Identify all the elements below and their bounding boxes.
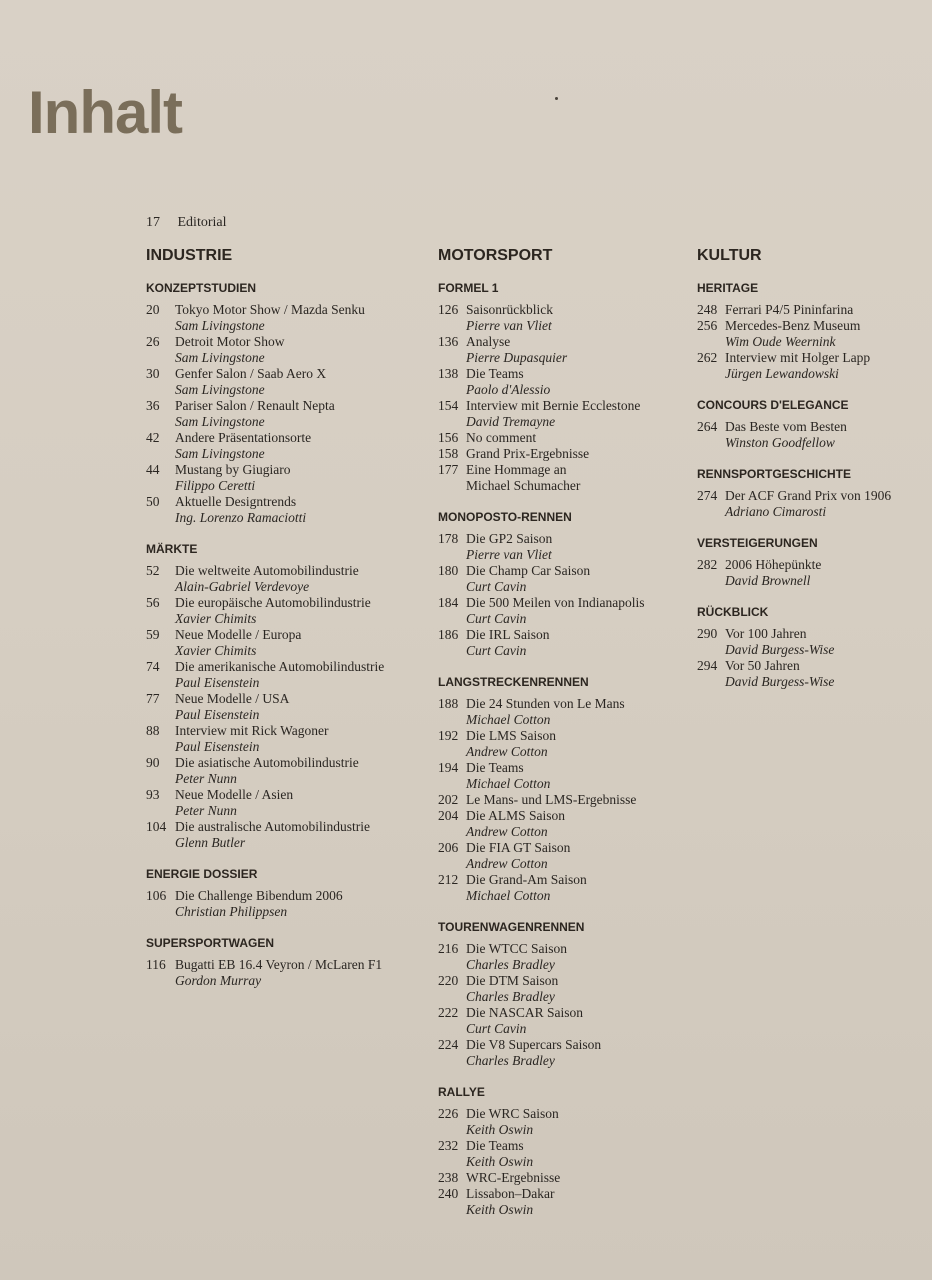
- entry-author: David Burgess-Wise: [725, 674, 835, 689]
- toc-entry[interactable]: [697, 302, 927, 318]
- entry-title: Die 24 Stunden von Le Mans: [466, 696, 625, 711]
- entry-page-number: 50: [146, 494, 160, 509]
- entry-title: Ferrari P4/5 Pininfarina: [725, 302, 854, 317]
- entry-page-number: 282: [697, 557, 718, 572]
- section-heading: RÜCKBLICK: [697, 605, 769, 619]
- section-heading: KONZEPTSTUDIEN: [146, 281, 257, 295]
- entry-author: Michael Cotton: [466, 776, 551, 791]
- entry-title: Neue Modelle / Asien: [175, 787, 294, 802]
- section-heading: VERSTEIGERUNGEN: [697, 536, 818, 550]
- entry-author: Michael Cotton: [466, 712, 551, 727]
- toc-entry[interactable]: [146, 366, 416, 398]
- section-heading: CONCOURS D'ELEGANCE: [697, 398, 849, 412]
- entry-title: WRC-Ergebnisse: [466, 1170, 561, 1185]
- entry-author: Andrew Cotton: [466, 824, 548, 839]
- toc-entry[interactable]: [697, 557, 927, 589]
- entry-page-number: 77: [146, 691, 160, 706]
- entry-author: Filippo Ceretti: [175, 478, 256, 493]
- entry-page-number: 206: [438, 840, 459, 855]
- entry-page-number: 264: [697, 419, 718, 434]
- entry-title: Interview mit Rick Wagoner: [175, 723, 329, 738]
- toc-entry[interactable]: [146, 302, 416, 334]
- entry-page-number: 184: [438, 595, 459, 610]
- entry-title: Die V8 Supercars Saison: [466, 1037, 602, 1052]
- section-heading: RALLYE: [438, 1085, 485, 1099]
- entry-page-number: 204: [438, 808, 459, 823]
- toc-entry[interactable]: [146, 888, 416, 920]
- editorial-entry: [146, 215, 227, 231]
- entry-author: Xavier Chimits: [175, 643, 257, 658]
- entry-author: Charles Bradley: [466, 957, 555, 972]
- entry-page-number: 178: [438, 531, 459, 546]
- toc-entry[interactable]: [438, 595, 688, 627]
- entry-author: Keith Oswin: [466, 1202, 534, 1217]
- entry-page-number: 106: [146, 888, 167, 903]
- entry-page-number: 226: [438, 1106, 459, 1121]
- entry-author: Michael Cotton: [466, 888, 551, 903]
- entry-title: Die WRC Saison: [466, 1106, 559, 1121]
- toc-entry[interactable]: [438, 1138, 688, 1170]
- entry-page-number: 238: [438, 1170, 459, 1185]
- entry-page-number: 180: [438, 563, 459, 578]
- toc-entry[interactable]: [438, 366, 688, 398]
- toc-entry[interactable]: [438, 1037, 688, 1069]
- entry-author: Curt Cavin: [466, 1021, 527, 1036]
- toc-entry[interactable]: [146, 563, 416, 595]
- toc-entry[interactable]: [438, 973, 688, 1005]
- entry-page-number: 202: [438, 792, 459, 807]
- entry-page-number: 256: [697, 318, 718, 333]
- entry-title: Detroit Motor Show: [175, 334, 285, 349]
- entry-author: Christian Philippsen: [175, 904, 288, 919]
- column-kultur: [697, 244, 927, 705]
- entry-author: Pierre van Vliet: [466, 547, 552, 562]
- section-entries: [697, 302, 927, 382]
- entry-author: David Tremayne: [466, 414, 556, 429]
- entry-author: Pierre Dupasquier: [466, 350, 568, 365]
- entry-author: Glenn Butler: [175, 835, 246, 850]
- entry-title: Vor 50 Jahren: [725, 658, 800, 673]
- toc-entry[interactable]: [146, 595, 416, 627]
- toc-entry[interactable]: [438, 334, 688, 366]
- section-entries: [438, 302, 688, 494]
- section-entries: [697, 488, 927, 520]
- entry-author: Adriano Cimarosti: [725, 504, 827, 519]
- entry-page-number: 192: [438, 728, 459, 743]
- entry-page-number: 42: [146, 430, 160, 445]
- toc-entry[interactable]: [146, 462, 416, 494]
- toc-entry[interactable]: [438, 808, 688, 840]
- section-entries: [438, 531, 688, 659]
- entry-page-number: 90: [146, 755, 160, 770]
- entry-page-number: 188: [438, 696, 459, 711]
- entry-title: Die amerikanische Automobilindustrie: [175, 659, 385, 674]
- toc-entry[interactable]: [146, 723, 416, 755]
- entry-page-number: 88: [146, 723, 160, 738]
- entry-title: Die 500 Meilen von Indianapolis: [466, 595, 645, 610]
- entry-page-number: 274: [697, 488, 718, 503]
- toc-entry[interactable]: [438, 1186, 688, 1218]
- entry-page-number: 59: [146, 627, 160, 642]
- entry-title: Die Teams: [466, 366, 524, 381]
- entry-page-number: 224: [438, 1037, 459, 1052]
- toc-entry[interactable]: [438, 302, 688, 334]
- entry-title: Mustang by Giugiaro: [175, 462, 291, 477]
- toc-entry[interactable]: [438, 462, 688, 494]
- entry-page-number: 104: [146, 819, 167, 834]
- entry-author: Pierre van Vliet: [466, 318, 552, 333]
- entry-author: Keith Oswin: [466, 1122, 534, 1137]
- entry-author: Xavier Chimits: [175, 611, 257, 626]
- toc-entry[interactable]: [146, 398, 416, 430]
- entry-author: Curt Cavin: [466, 643, 527, 658]
- entry-author: Charles Bradley: [466, 1053, 555, 1068]
- entry-page-number: 220: [438, 973, 459, 988]
- toc-entry[interactable]: [438, 627, 688, 659]
- entry-page-number: 126: [438, 302, 459, 317]
- entry-page-number: 177: [438, 462, 459, 477]
- entry-page-number: 93: [146, 787, 160, 802]
- section-heading: HERITAGE: [697, 281, 759, 295]
- entry-author: Paul Eisenstein: [175, 739, 260, 754]
- toc-entry[interactable]: [146, 755, 416, 787]
- entry-title: Das Beste vom Besten: [725, 419, 847, 434]
- entry-title: Die DTM Saison: [466, 973, 559, 988]
- toc-entry[interactable]: [697, 350, 927, 382]
- entry-author: Alain-Gabriel Verdevoye: [175, 579, 310, 594]
- entry-title: Die Teams: [466, 760, 524, 775]
- entry-title: Neue Modelle / Europa: [175, 627, 302, 642]
- entry-author: David Burgess-Wise: [725, 642, 835, 657]
- toc-entry[interactable]: [146, 627, 416, 659]
- toc-entry[interactable]: [438, 430, 688, 446]
- entry-title: Die LMS Saison: [466, 728, 557, 743]
- toc-entry[interactable]: [438, 1170, 688, 1186]
- entry-page-number: 30: [146, 366, 160, 381]
- entry-author: Andrew Cotton: [466, 856, 548, 871]
- entry-title: No comment: [466, 430, 537, 445]
- entry-title: Aktuelle Designtrends: [175, 494, 297, 509]
- entry-page-number: 17: [146, 215, 160, 230]
- entry-title: Neue Modelle / USA: [175, 691, 290, 706]
- toc-entry[interactable]: [438, 563, 688, 595]
- entry-title: Die WTCC Saison: [466, 941, 567, 956]
- entry-page-number: 212: [438, 872, 459, 887]
- toc-entry[interactable]: [146, 430, 416, 462]
- section-entries: [146, 888, 416, 920]
- entry-author: Winston Goodfellow: [725, 435, 835, 450]
- entry-page-number: 232: [438, 1138, 459, 1153]
- entry-title: Bugatti EB 16.4 Veyron / McLaren F1: [175, 957, 383, 972]
- column-heading: KULTUR: [697, 247, 762, 264]
- toc-entry[interactable]: [438, 398, 688, 430]
- entry-title: Vor 100 Jahren: [725, 626, 807, 641]
- toc-entry[interactable]: [697, 658, 927, 690]
- entry-author: Sam Livingstone: [175, 318, 265, 333]
- column-industrie: [146, 244, 416, 1004]
- entry-title: Eine Hommage an: [466, 462, 567, 477]
- entry-author: Gordon Murray: [175, 973, 262, 988]
- entry-author: Sam Livingstone: [175, 414, 265, 429]
- section-heading: MONOPOSTO-RENNEN: [438, 510, 572, 524]
- toc-entry[interactable]: [438, 872, 688, 904]
- section-heading: TOURENWAGENRENNEN: [438, 920, 585, 934]
- toc-entry[interactable]: [146, 494, 416, 526]
- entry-author: Paolo d'Alessio: [466, 382, 551, 397]
- entry-page-number: 138: [438, 366, 459, 381]
- entry-author: Charles Bradley: [466, 989, 555, 1004]
- entry-author: Sam Livingstone: [175, 350, 265, 365]
- entry-author: Curt Cavin: [466, 579, 527, 594]
- entry-title: Die asiatische Automobilindustrie: [175, 755, 359, 770]
- entry-title: Analyse: [466, 334, 511, 349]
- entry-page-number: 240: [438, 1186, 459, 1201]
- entry-page-number: 116: [146, 957, 166, 972]
- entry-page-number: 186: [438, 627, 459, 642]
- entry-title: Die ALMS Saison: [466, 808, 566, 823]
- entry-page-number: 136: [438, 334, 459, 349]
- section-entries: [697, 419, 927, 451]
- entry-author: Peter Nunn: [175, 771, 237, 786]
- toc-entry[interactable]: [146, 787, 416, 819]
- entry-page-number: 20: [146, 302, 160, 317]
- toc-entry[interactable]: [697, 419, 927, 451]
- entry-title: Die Teams: [466, 1138, 524, 1153]
- entry-author: Curt Cavin: [466, 611, 527, 626]
- toc-entry[interactable]: [438, 1005, 688, 1037]
- section-entries: [438, 696, 688, 904]
- entry-title: Tokyo Motor Show / Mazda Senku: [175, 302, 365, 317]
- speck-mark: [555, 97, 558, 100]
- entry-page-number: 262: [697, 350, 718, 365]
- entry-page-number: 248: [697, 302, 718, 317]
- toc-entry[interactable]: [438, 840, 688, 872]
- toc-entry[interactable]: [438, 531, 688, 563]
- entry-title: Die IRL Saison: [466, 627, 550, 642]
- entry-title: Le Mans- und LMS-Ergebnisse: [466, 792, 637, 807]
- entry-page-number: 74: [146, 659, 160, 674]
- section-entries: [697, 557, 927, 589]
- toc-entry[interactable]: [438, 446, 688, 462]
- entry-author: Andrew Cotton: [466, 744, 548, 759]
- entry-title: Die Challenge Bibendum 2006: [175, 888, 343, 903]
- toc-entry[interactable]: [438, 941, 688, 973]
- entry-author: Keith Oswin: [466, 1154, 534, 1169]
- toc-entry[interactable]: [438, 728, 688, 760]
- entry-page-number: 26: [146, 334, 160, 349]
- entry-page-number: 52: [146, 563, 160, 578]
- entry-title-continued: Michael Schumacher: [466, 478, 581, 493]
- toc-entry[interactable]: [438, 760, 688, 792]
- entry-title: Mercedes-Benz Museum: [725, 318, 861, 333]
- entry-page-number: 222: [438, 1005, 459, 1020]
- column-motorsport: [438, 244, 688, 1233]
- entry-page-number: 158: [438, 446, 459, 461]
- entry-page-number: 156: [438, 430, 459, 445]
- entry-page-number: 154: [438, 398, 459, 413]
- section-heading: RENNSPORTGESCHICHTE: [697, 467, 852, 481]
- entry-title: Die GP2 Saison: [466, 531, 553, 546]
- entry-title: Die NASCAR Saison: [466, 1005, 584, 1020]
- section-entries: [438, 1106, 688, 1218]
- section-heading: SUPERSPORTWAGEN: [146, 936, 275, 950]
- entry-author: Peter Nunn: [175, 803, 237, 818]
- entry-page-number: 56: [146, 595, 160, 610]
- column-heading: INDUSTRIE: [146, 247, 233, 264]
- entry-title: Genfer Salon / Saab Aero X: [175, 366, 327, 381]
- column-heading: MOTORSPORT: [438, 247, 553, 264]
- entry-page-number: 36: [146, 398, 160, 413]
- section-entries: [146, 563, 416, 851]
- section-heading: FORMEL 1: [438, 281, 499, 295]
- entry-title: Die europäische Automobilindustrie: [175, 595, 371, 610]
- toc-entry[interactable]: [697, 318, 927, 350]
- entry-page-number: 216: [438, 941, 459, 956]
- toc-entry[interactable]: [697, 626, 927, 658]
- entry-title: Die FIA GT Saison: [466, 840, 571, 855]
- entry-author: Sam Livingstone: [175, 382, 265, 397]
- entry-author: Wim Oude Weernink: [725, 334, 836, 349]
- toc-entry[interactable]: [146, 334, 416, 366]
- section-heading: LANGSTRECKENRENNEN: [438, 675, 589, 689]
- entry-title: Die Grand-Am Saison: [466, 872, 587, 887]
- entry-page-number: 44: [146, 462, 160, 477]
- toc-entry[interactable]: [438, 792, 688, 808]
- entry-title: 2006 Höhepünkte: [725, 557, 822, 572]
- entry-page-number: 194: [438, 760, 459, 775]
- entry-title: Editorial: [177, 215, 227, 230]
- toc-entry[interactable]: [146, 659, 416, 691]
- entry-title: Die australische Automobilindustrie: [175, 819, 370, 834]
- entry-title: Grand Prix-Ergebnisse: [466, 446, 590, 461]
- entry-title: Interview mit Holger Lapp: [725, 350, 871, 365]
- toc-entry[interactable]: [146, 957, 416, 989]
- entry-author: David Brownell: [725, 573, 811, 588]
- section-heading: MÄRKTE: [146, 542, 198, 556]
- entry-page-number: 294: [697, 658, 718, 673]
- entry-author: Ing. Lorenzo Ramaciotti: [175, 510, 307, 525]
- entry-title: Saisonrückblick: [466, 302, 553, 317]
- section-heading: ENERGIE DOSSIER: [146, 867, 258, 881]
- page-title: Inhalt: [28, 79, 182, 146]
- entry-title: Die weltweite Automobilindustrie: [175, 563, 359, 578]
- entry-title: Lissabon–Dakar: [466, 1186, 555, 1201]
- section-entries: [438, 941, 688, 1069]
- entry-title: Die Champ Car Saison: [466, 563, 591, 578]
- entry-title: Der ACF Grand Prix von 1906: [725, 488, 892, 503]
- toc-entry[interactable]: [146, 819, 416, 851]
- entry-title: Andere Präsentationsorte: [175, 430, 312, 445]
- entry-author: Paul Eisenstein: [175, 707, 260, 722]
- entry-author: Paul Eisenstein: [175, 675, 260, 690]
- toc-entry[interactable]: [697, 488, 927, 520]
- toc-entry[interactable]: [438, 1106, 688, 1138]
- toc-entry[interactable]: [146, 691, 416, 723]
- section-entries: [146, 302, 416, 526]
- section-entries: [146, 957, 416, 989]
- entry-title: Interview mit Bernie Ecclestone: [466, 398, 641, 413]
- entry-title: Pariser Salon / Renault Nepta: [175, 398, 335, 413]
- entry-author: Sam Livingstone: [175, 446, 265, 461]
- toc-entry[interactable]: [438, 696, 688, 728]
- section-entries: [697, 626, 927, 690]
- entry-page-number: 290: [697, 626, 718, 641]
- entry-author: Jürgen Lewandowski: [725, 366, 839, 381]
